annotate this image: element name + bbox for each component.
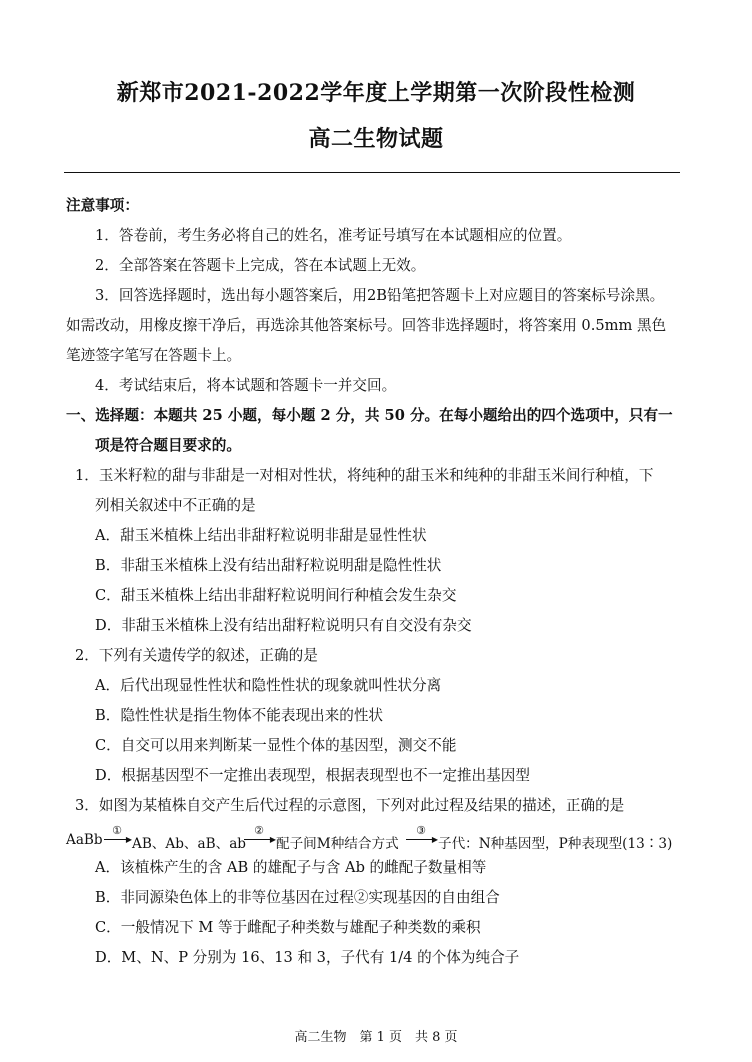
flow-end: 子代：N种基因型，P种表现型(13∶3) [438,836,673,852]
question-3-stem: 3．如图为某植株自交产生后代过程的示意图，下列对此过程及结果的描述，正确的是 [75,797,625,814]
question-1-option-b: B．非甜玉米植株上没有结出甜籽粒说明甜是隐性性状 [95,557,442,574]
question-3-flow-diagram [66,824,716,850]
notice-item: 1．答卷前，考生务必将自己的姓名，准考证号填写在本试题相应的位置。 [95,227,572,244]
flow-mid: 配子间M种结合方式 [276,836,399,852]
question-3-option-c: C．一般情况下 M 等于雌配子种类数与雄配子种类数的乘积 [95,919,481,936]
notice-item: 如需改动，用橡皮擦干净后，再选涂其他答案标号。回答非选择题时，将答案用 0.5mm 黑色 [66,317,667,334]
flow-step-2: ② [254,824,264,837]
question-1-option-d: D．非甜玉米植株上没有结出甜籽粒说明只有自交没有杂交 [95,617,472,634]
question-1-stem-cont: 列相关叙述中不正确的是 [95,497,256,514]
header-divider [64,172,680,173]
question-1-option-c: C．甜玉米植株上结出非甜籽粒说明间行种植会发生杂交 [95,587,457,604]
notice-item: 4．考试结束后，将本试题和答题卡一并交回。 [95,377,397,394]
question-1-option-a: A．甜玉米植株上结出非甜籽粒说明非甜是显性性状 [95,527,427,544]
notice-heading: 注意事项： [66,197,139,214]
flow-start: AaBb [66,832,103,848]
question-2-stem: 2．下列有关遗传学的叙述，正确的是 [75,647,318,664]
question-2-option-d: D．根据基因型不一定推出表现型，根据表现型也不一定推出基因型 [95,767,530,784]
flow-step-3: ③ [416,824,426,837]
question-2-option-c: C．自交可以用来判断某一显性个体的基因型，测交不能 [95,737,457,754]
notice-item: 笔迹签字笔写在答题卡上。 [66,347,242,364]
flow-step-1: ① [112,824,122,837]
section-heading-cont: 项是符合题目要求的。 [95,437,241,454]
question-3-option-a: A．该植株产生的含 AB 的雄配子与含 Ab 的雌配子数量相等 [95,859,487,876]
flow-arrow-1: ① ▶ [104,824,130,850]
page-footer: 高二生物 第 1 页 共 8 页 [294,1030,458,1045]
question-3-option-d: D．M、N、P 分别为 16、13 和 3，子代有 1/4 的个体为纯合子 [95,949,520,966]
question-3-option-b: B．非同源染色体上的非等位基因在过程②实现基因的自由组合 [95,889,500,906]
question-2-option-a: A．后代出现显性性状和隐性性状的现象就叫性状分离 [95,677,442,694]
exam-subtitle: 高二生物试题 [308,126,444,152]
flow-arrow-3: ③ ▶ [406,824,436,850]
notice-item: 2．全部答案在答题卡上完成，答在本试题上无效。 [95,257,426,274]
flow-gametes: AB、Ab、aB、ab [132,836,247,852]
notice-item: 3．回答选择题时，选出每小题答案后，用2B铅笔把答题卡上对应题目的答案标号涂黑。 [95,287,665,304]
section-heading: 一、选择题：本题共 25 小题，每小题 2 分，共 50 分。在每小题给出的四个选项中，只有一 [66,407,673,424]
question-1-stem: 1．玉米籽粒的甜与非甜是一对相对性状，将纯种的甜玉米和纯种的非甜玉米间行种植，下 [75,467,654,484]
question-2-option-b: B．隐性性状是指生物体不能表现出来的性状 [95,707,384,724]
flow-arrow-2: ② ▶ [244,824,274,850]
exam-title: 新郑市2021-2022学年度上学期第一次阶段性检测 [116,80,636,106]
